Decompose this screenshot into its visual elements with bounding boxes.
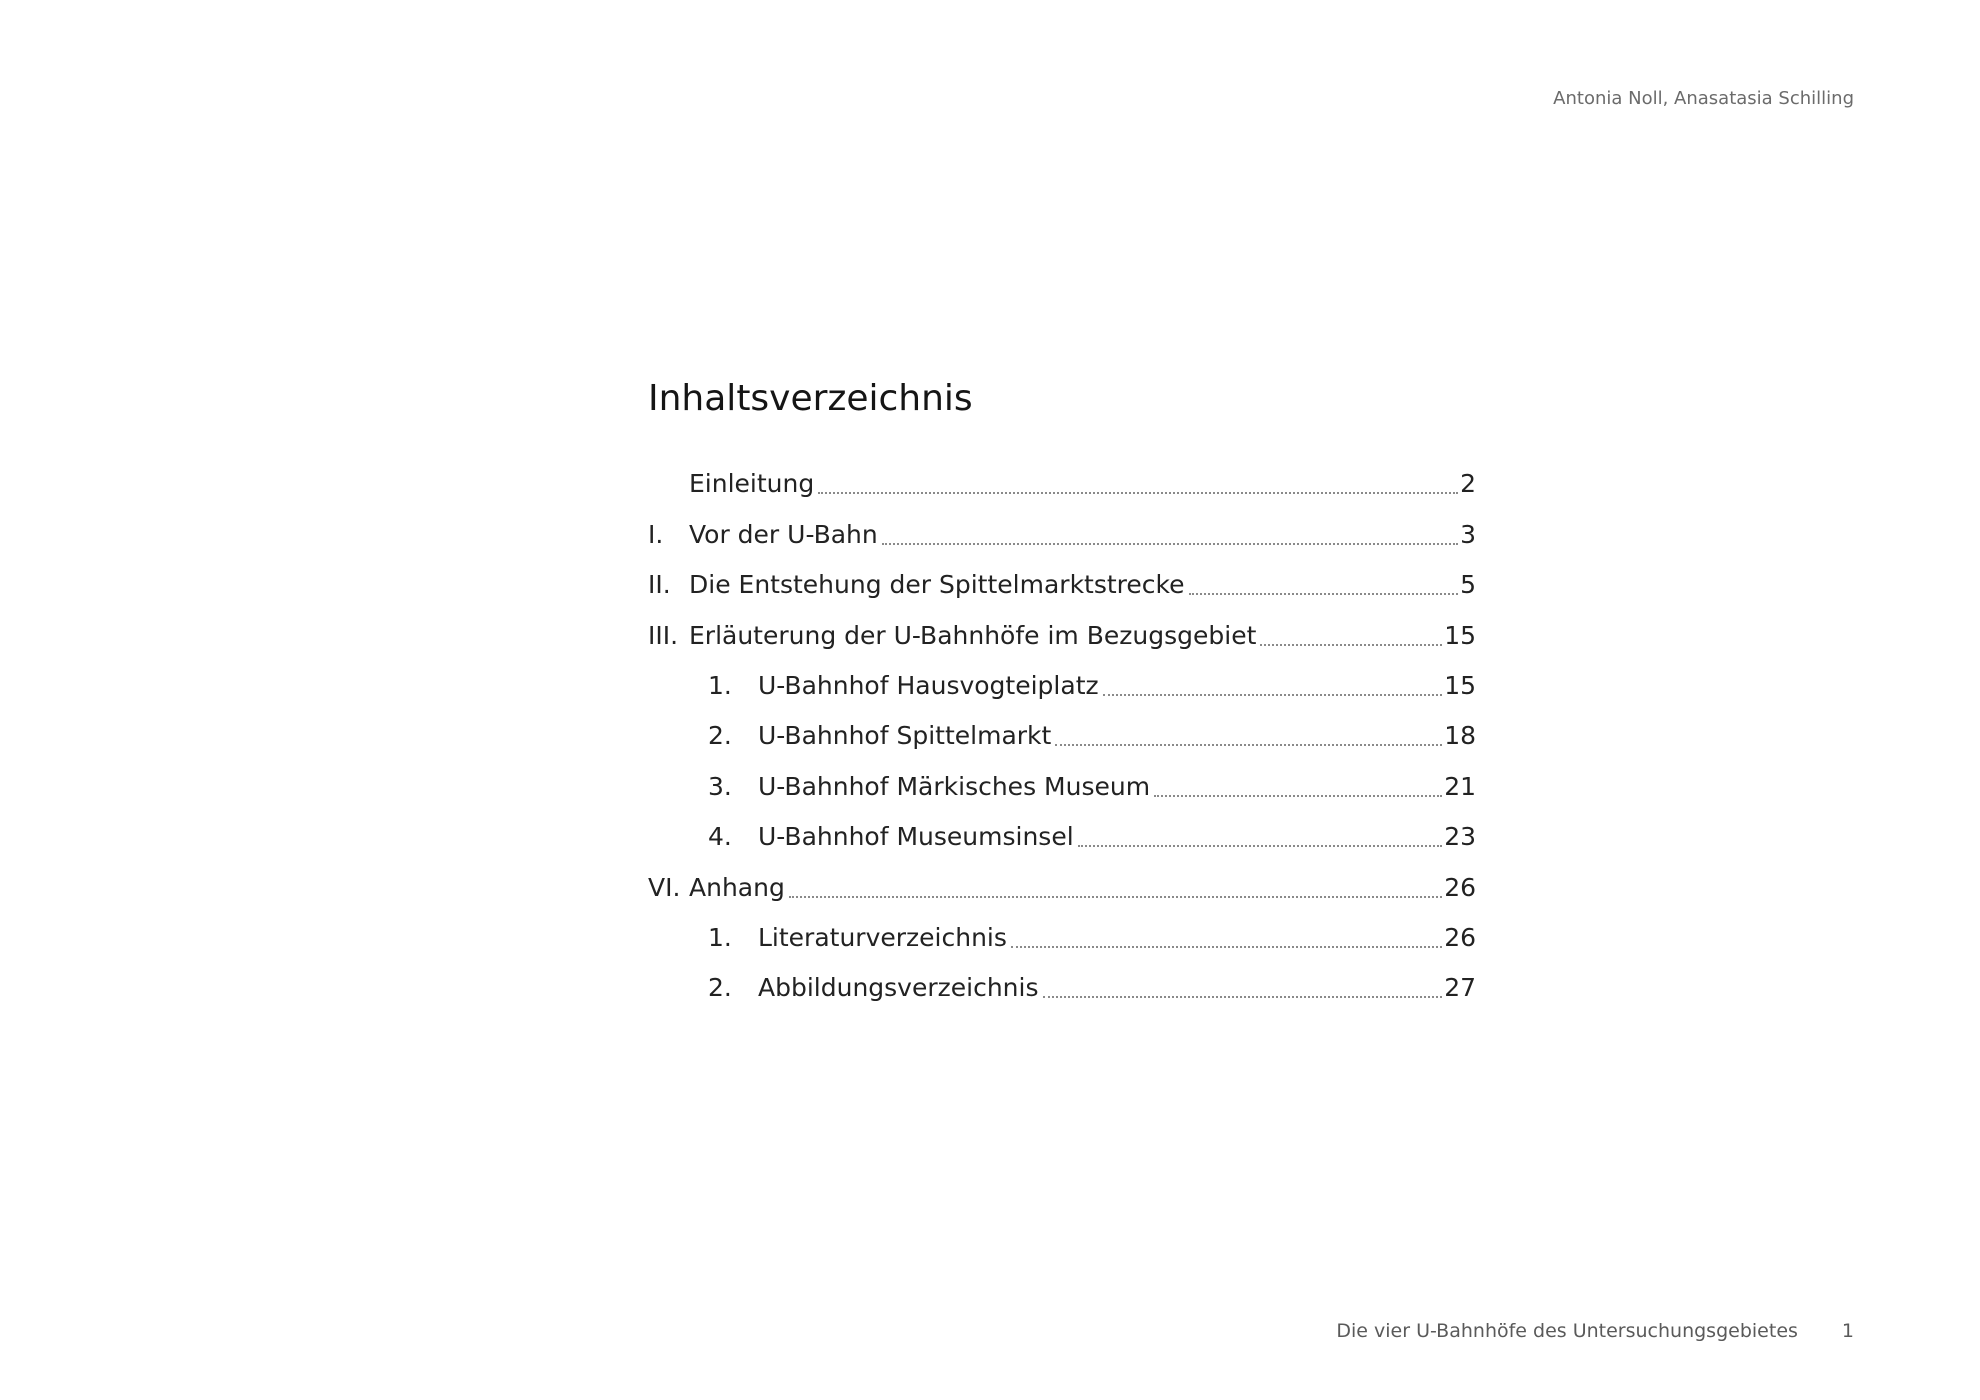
toc-entry-number: 4. (708, 822, 732, 852)
dot-leader (1043, 996, 1443, 998)
page-header-authors: Antonia Noll, Anasatasia Schilling (1553, 88, 1854, 109)
toc-entry-label: Abbildungsverzeichnis (758, 973, 1039, 1003)
toc-entry-abbildungsverzeichnis (648, 963, 1476, 1013)
toc-entry-page: 3 (1460, 519, 1476, 549)
toc-entry-literaturverzeichnis (648, 913, 1476, 963)
table-of-contents (648, 374, 1476, 1013)
toc-entry-label: Einleitung (689, 469, 815, 499)
toc-entry-anhang (648, 862, 1476, 912)
toc-entry-vor-der-u-bahn (648, 509, 1476, 559)
dot-leader (1260, 644, 1442, 646)
dot-leader (1055, 744, 1442, 746)
toc-entry-page: 18 (1444, 721, 1476, 751)
toc-entry-page: 5 (1460, 570, 1476, 600)
dot-leader (882, 543, 1458, 545)
toc-entry-label: U-Bahnhof Märkisches Museum (758, 771, 1151, 801)
toc-entry-einleitung (648, 459, 1476, 509)
toc-entry-label: U-Bahnhof Hausvogteiplatz (758, 670, 1099, 700)
toc-entry-label: Literaturverzeichnis (758, 922, 1007, 952)
toc-entry-maerkisches-museum (648, 761, 1476, 811)
toc-entry-spittelmarkt (648, 711, 1476, 761)
dot-leader (789, 896, 1442, 898)
toc-entry-page: 15 (1444, 620, 1476, 650)
toc-entry-label: Vor der U-Bahn (689, 519, 878, 549)
toc-entry-label: Anhang (689, 872, 785, 902)
toc-entry-page: 21 (1444, 771, 1476, 801)
toc-entry-number: 2. (708, 973, 732, 1003)
toc-entry-number: 1. (708, 922, 732, 952)
dot-leader (1011, 946, 1442, 948)
toc-entry-erlaeuterung (648, 610, 1476, 660)
toc-entry-label: U-Bahnhof Museumsinsel (758, 822, 1074, 852)
footer-document-title: Die vier U-Bahnhöfe des Untersuchungsgebietes (1336, 1320, 1798, 1342)
toc-entry-museumsinsel (648, 812, 1476, 862)
page-footer (1336, 1320, 1854, 1342)
dot-leader (1154, 795, 1442, 797)
toc-entry-number: I. (648, 519, 664, 549)
toc-entry-number: 3. (708, 771, 732, 801)
toc-entry-page: 2 (1460, 469, 1476, 499)
dot-leader (1189, 593, 1459, 595)
toc-entry-page: 26 (1444, 872, 1476, 902)
dot-leader (1078, 845, 1443, 847)
toc-entry-label: Erläuterung der U-Bahnhöfe im Bezugsgebiet (689, 620, 1257, 650)
toc-entry-page: 26 (1444, 922, 1476, 952)
toc-entry-entstehung (648, 560, 1476, 610)
toc-entry-number: 1. (708, 670, 732, 700)
dot-leader (1103, 694, 1443, 696)
toc-entry-number: 2. (708, 721, 732, 751)
toc-title: Inhaltsverzeichnis (648, 378, 973, 419)
toc-entry-hausvogteiplatz (648, 661, 1476, 711)
footer-page-number: 1 (1841, 1320, 1854, 1342)
toc-entry-number: III. (648, 620, 679, 650)
toc-entry-label: U-Bahnhof Spittelmarkt (758, 721, 1052, 751)
toc-entry-number: II. (648, 570, 671, 600)
toc-entry-page: 15 (1444, 670, 1476, 700)
toc-entry-label: Die Entstehung der Spittelmarktstrecke (689, 570, 1185, 600)
toc-entry-number: VI. (648, 872, 681, 902)
dot-leader (818, 492, 1458, 494)
toc-entry-page: 23 (1444, 822, 1476, 852)
toc-entry-page: 27 (1444, 973, 1476, 1003)
